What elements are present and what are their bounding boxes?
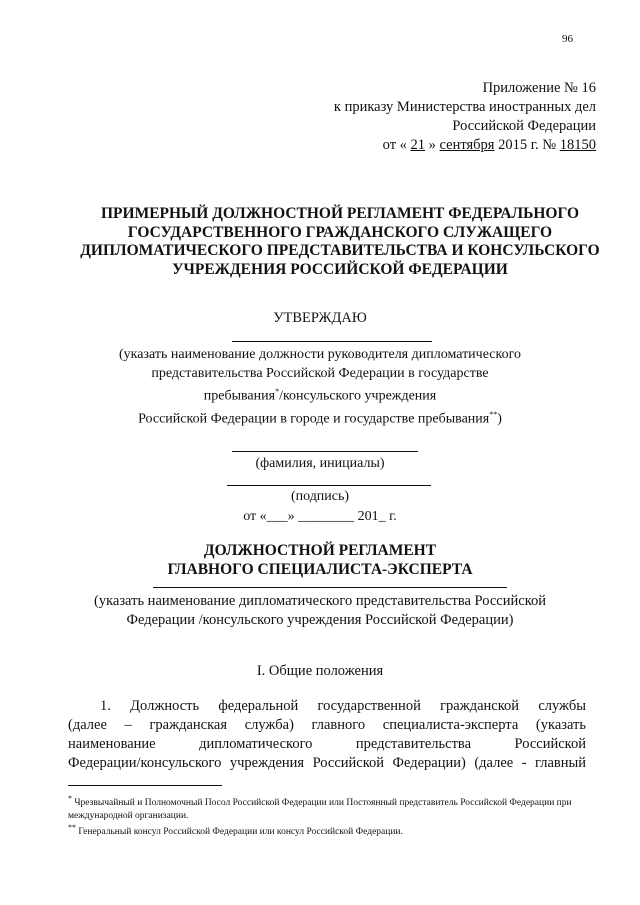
document-title: ДОЛЖНОСТНОЙ РЕГЛАМЕНТ ГЛАВНОГО СПЕЦИАЛИСТА-ЭКСПЕРТА [167,542,473,578]
order-month: сентября [439,137,495,153]
footnotes [68,793,586,839]
footnote-2: ** Генеральный консул Российской Федерации или консул Российской Федерации. [68,823,403,838]
organization-line [153,587,507,588]
signature-hint: (подпись) [290,489,350,504]
approver-hint: (указать наименование должности руководителя дипломатического представительства Российской Федерации в государстве пребывания*/консульского учреждения Российской Федерации в городе и государстве пребывания**) [119,347,521,427]
appendix-date-line: от « 21 » сентября 2015 г. № 18150 [382,137,596,153]
section-title: I. Общие положения [256,663,384,679]
organization-hint: (указать наименование дипломатического представительства Российской Федерации /консульского учреждения Российской Федерации) [93,593,547,628]
signature-line [227,485,431,486]
body-paragraph: 1. Должность федеральной государственной гражданской службы (далее – гражданская служба) главного специалиста-эксперта (указать наименование дипломатического представительства Российской Федерации/консульского учреждения Российской Федерации) (далее - главный [68,698,586,771]
name-hint: (фамилия, инициалы) [255,456,385,471]
footnote-separator [68,785,222,786]
approve-heading: УТВЕРЖДАЮ [273,310,367,326]
page-number: 96 [562,33,573,45]
order-number: 18150 [559,137,596,153]
approver-position-line [232,341,432,342]
appendix-order-ref: к приказу Министерства иностранных дел [333,99,596,115]
name-line [232,451,418,452]
appendix-header [176,79,596,155]
order-day: 21 [410,137,426,153]
main-title: ПРИМЕРНЫЙ ДОЛЖНОСТНОЙ РЕГЛАМЕНТ ФЕДЕРАЛЬНОГО ГОСУДАРСТВЕННОГО ГРАЖДАНСКОГО СЛУЖАЩЕГО ДИПЛОМАТИЧЕСКОГО ПРЕДСТАВИТЕЛЬСТВА И КОНСУЛЬСКОГО УЧРЕЖДЕНИЯ РОССИЙСКОЙ ФЕДЕРАЦИИ [80,205,600,278]
appendix-number: Приложение № 16 [482,80,596,96]
appendix-country: Российской Федерации [452,118,596,134]
approval-date-line: от «___» ________ 201_ г. [243,509,397,524]
footnote-1: * Чрезвычайный и Полномочный Посол Российской Федерации или Постоянный представитель Российской Федерации при международной организации. [68,794,572,821]
